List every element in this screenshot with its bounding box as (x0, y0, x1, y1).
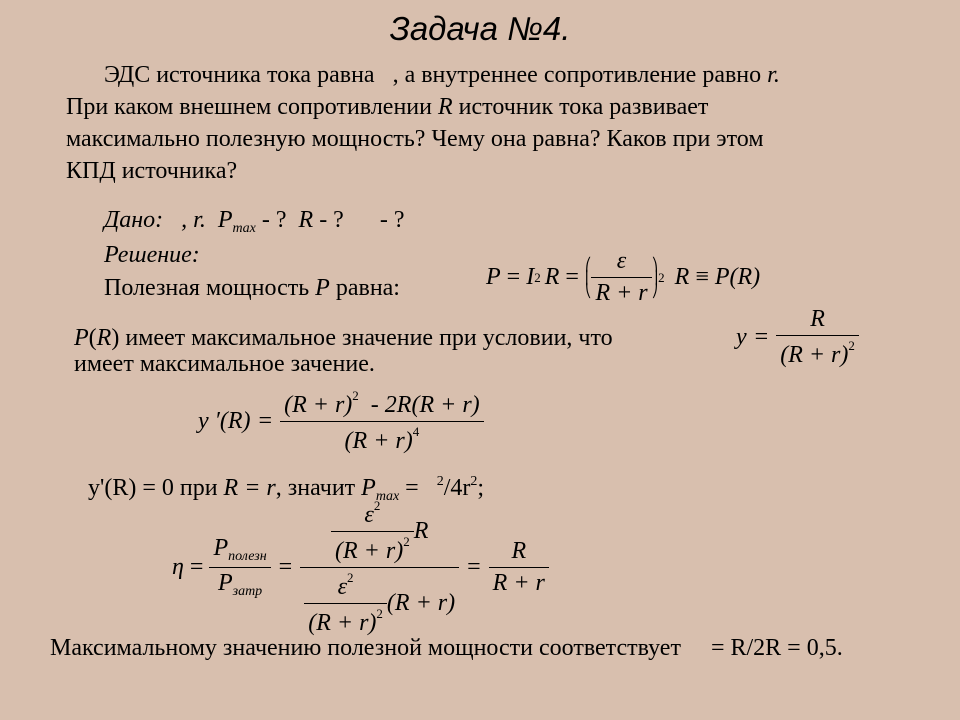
result-a: y'(R) = 0 при (88, 475, 218, 501)
power-formula (486, 248, 760, 307)
deriv-num-c: R + r (419, 392, 472, 418)
cond-text: имеет максимальное значение при условии, что (125, 325, 613, 351)
problem-line-3: максимально полезную мощность? Чему она равна? Каков при этом (66, 126, 764, 152)
formula-R2: R (674, 264, 690, 290)
deriv-lhs: y ′(R) (198, 408, 251, 434)
problem-text: При каком внешнем сопротивлении (66, 94, 432, 120)
solution-label: Решение: (104, 242, 200, 268)
var-r: r. (767, 62, 780, 88)
result-sub: max (375, 489, 400, 504)
given-p-sub: max (232, 221, 256, 236)
deriv-num-a: R + r (292, 392, 345, 418)
eps2: ε (337, 574, 348, 600)
result-P: P (361, 475, 376, 501)
inner-den2: $(R + r)^2$ (308, 606, 383, 636)
deriv-num-b: 2R (384, 392, 412, 418)
result-sup: 2 (436, 474, 444, 489)
y-fraction (776, 306, 859, 369)
page-title: Задача №4. (389, 10, 571, 47)
eta-eq: = (189, 554, 204, 580)
eta-big-fraction (300, 498, 459, 637)
rr3: R + r (394, 590, 448, 616)
problem-line-2 (66, 91, 708, 123)
result-f: ; (477, 475, 485, 501)
rr1: R + r (342, 538, 396, 564)
cond-P: P (74, 325, 89, 351)
given-q3: - ? (379, 207, 405, 233)
eta-big-num (327, 498, 432, 567)
y-den: R + r (788, 342, 841, 368)
eta-power-fraction (209, 535, 270, 600)
eta-inner-den-frac (304, 570, 387, 637)
fraction-eps: ε (616, 248, 627, 274)
deriv-den: R + r (352, 428, 405, 454)
formula-fraction (591, 248, 651, 307)
p-useful: P (213, 535, 229, 561)
problem-text: , а внутреннее сопротивление равно (392, 62, 762, 88)
fraction-den: R + r (595, 280, 648, 306)
given-label: Дано: (104, 207, 164, 233)
inner-den1: $(R + r)^2$ (334, 534, 410, 564)
deriv-num-pow: 2 (352, 388, 359, 403)
deriv-den-pow: 4 (412, 424, 420, 439)
y-den-pow: 2 (848, 338, 855, 353)
rr2-pow: 2 (376, 606, 383, 621)
problem-line-4: КПД источника? (66, 158, 238, 184)
result-e: /4r (443, 475, 471, 501)
useful-p: P (315, 275, 330, 301)
y-num: R (810, 306, 825, 332)
eta-symbol: η (172, 554, 184, 580)
conclusion-value: = R/2R = 0,5. (710, 635, 843, 661)
formula-pow: 2 (658, 269, 665, 285)
problem-line-1 (104, 59, 780, 91)
right-bracket-icon: ⎞ ⎟ ⎠ (651, 257, 659, 298)
result-sup2: 2 (470, 474, 478, 489)
formula-equiv: ≡ (695, 264, 709, 290)
p-total: P (217, 570, 233, 596)
problem-text: ЭДС источника тока равна (104, 62, 375, 88)
eta-num-R: R (413, 518, 429, 544)
rr2: R + r (316, 610, 369, 636)
given-q2: - ? (313, 207, 344, 233)
result-b: R = r (223, 475, 276, 501)
eta-big-den (300, 568, 459, 637)
formula-R: R (544, 264, 560, 290)
rr1-pow: 2 (403, 534, 410, 549)
condition-line-2: имеет максимальное зачение. (74, 351, 375, 377)
formula-I: I (526, 264, 535, 290)
useful-end: равна: (335, 275, 400, 301)
eta-den-rr: (R + r) (386, 590, 456, 616)
formula-rhs: P(R) (714, 264, 761, 290)
result-d: = (399, 475, 425, 501)
formula-eq2: = (565, 264, 579, 290)
var-R: R (437, 94, 453, 120)
eta-p-total (214, 568, 266, 600)
eps-pow: 2 (373, 498, 381, 513)
useful-text: Полезная мощность (104, 275, 310, 301)
eta-eq2: = (278, 554, 293, 580)
p-useful-sub: полезн (228, 549, 267, 564)
y-formula (736, 306, 859, 369)
conclusion-text: Максимальному значению полезной мощности соответствует (50, 635, 681, 661)
eta-inner-num-frac (331, 498, 414, 565)
given-q1: - ? (255, 207, 287, 233)
result-c: , значит (275, 475, 356, 501)
given-R: R (298, 207, 314, 233)
deriv-eq: = (258, 408, 273, 434)
cond-R: R (96, 325, 112, 351)
problem-text: источник тока развивает (458, 94, 709, 120)
deriv-num: $(R + r)^2 - 2R(R + r)$ (284, 388, 480, 418)
p-total-sub: затр (232, 584, 263, 599)
eps-sq2 (334, 570, 358, 603)
eta-p-useful (209, 535, 270, 567)
eps-sq (360, 498, 384, 531)
efficiency-formula (172, 498, 549, 637)
eta-final-fraction (489, 538, 549, 597)
derivative-formula (198, 388, 484, 455)
y-eq: = (754, 324, 769, 350)
given-p: P (217, 207, 233, 233)
eps2-pow: 2 (347, 570, 354, 585)
deriv-minus: - (370, 392, 379, 418)
eta-final-den: R + r (492, 570, 545, 596)
y-den-wrap: $(R + r)^2$ (780, 338, 855, 368)
left-bracket-icon: ⎛ ⎜ ⎝ (584, 257, 592, 298)
eta-eq3: = (467, 554, 481, 580)
y-var: y (736, 324, 747, 350)
eta-final-num: R (511, 538, 527, 564)
deriv-den-wrap: $(R + r)^4$ (344, 424, 420, 454)
formula-P: P (486, 264, 501, 290)
conclusion-line (50, 632, 843, 664)
eps: ε (364, 502, 374, 528)
formula-eq: = (506, 264, 521, 290)
useful-power-line (104, 272, 400, 304)
given-r: , r. (181, 207, 206, 233)
condition-line-1: P(R) имеет максимальное значение при условии, что (74, 325, 613, 351)
formula-I-pow: 2 (534, 269, 541, 285)
deriv-fraction (280, 388, 484, 455)
